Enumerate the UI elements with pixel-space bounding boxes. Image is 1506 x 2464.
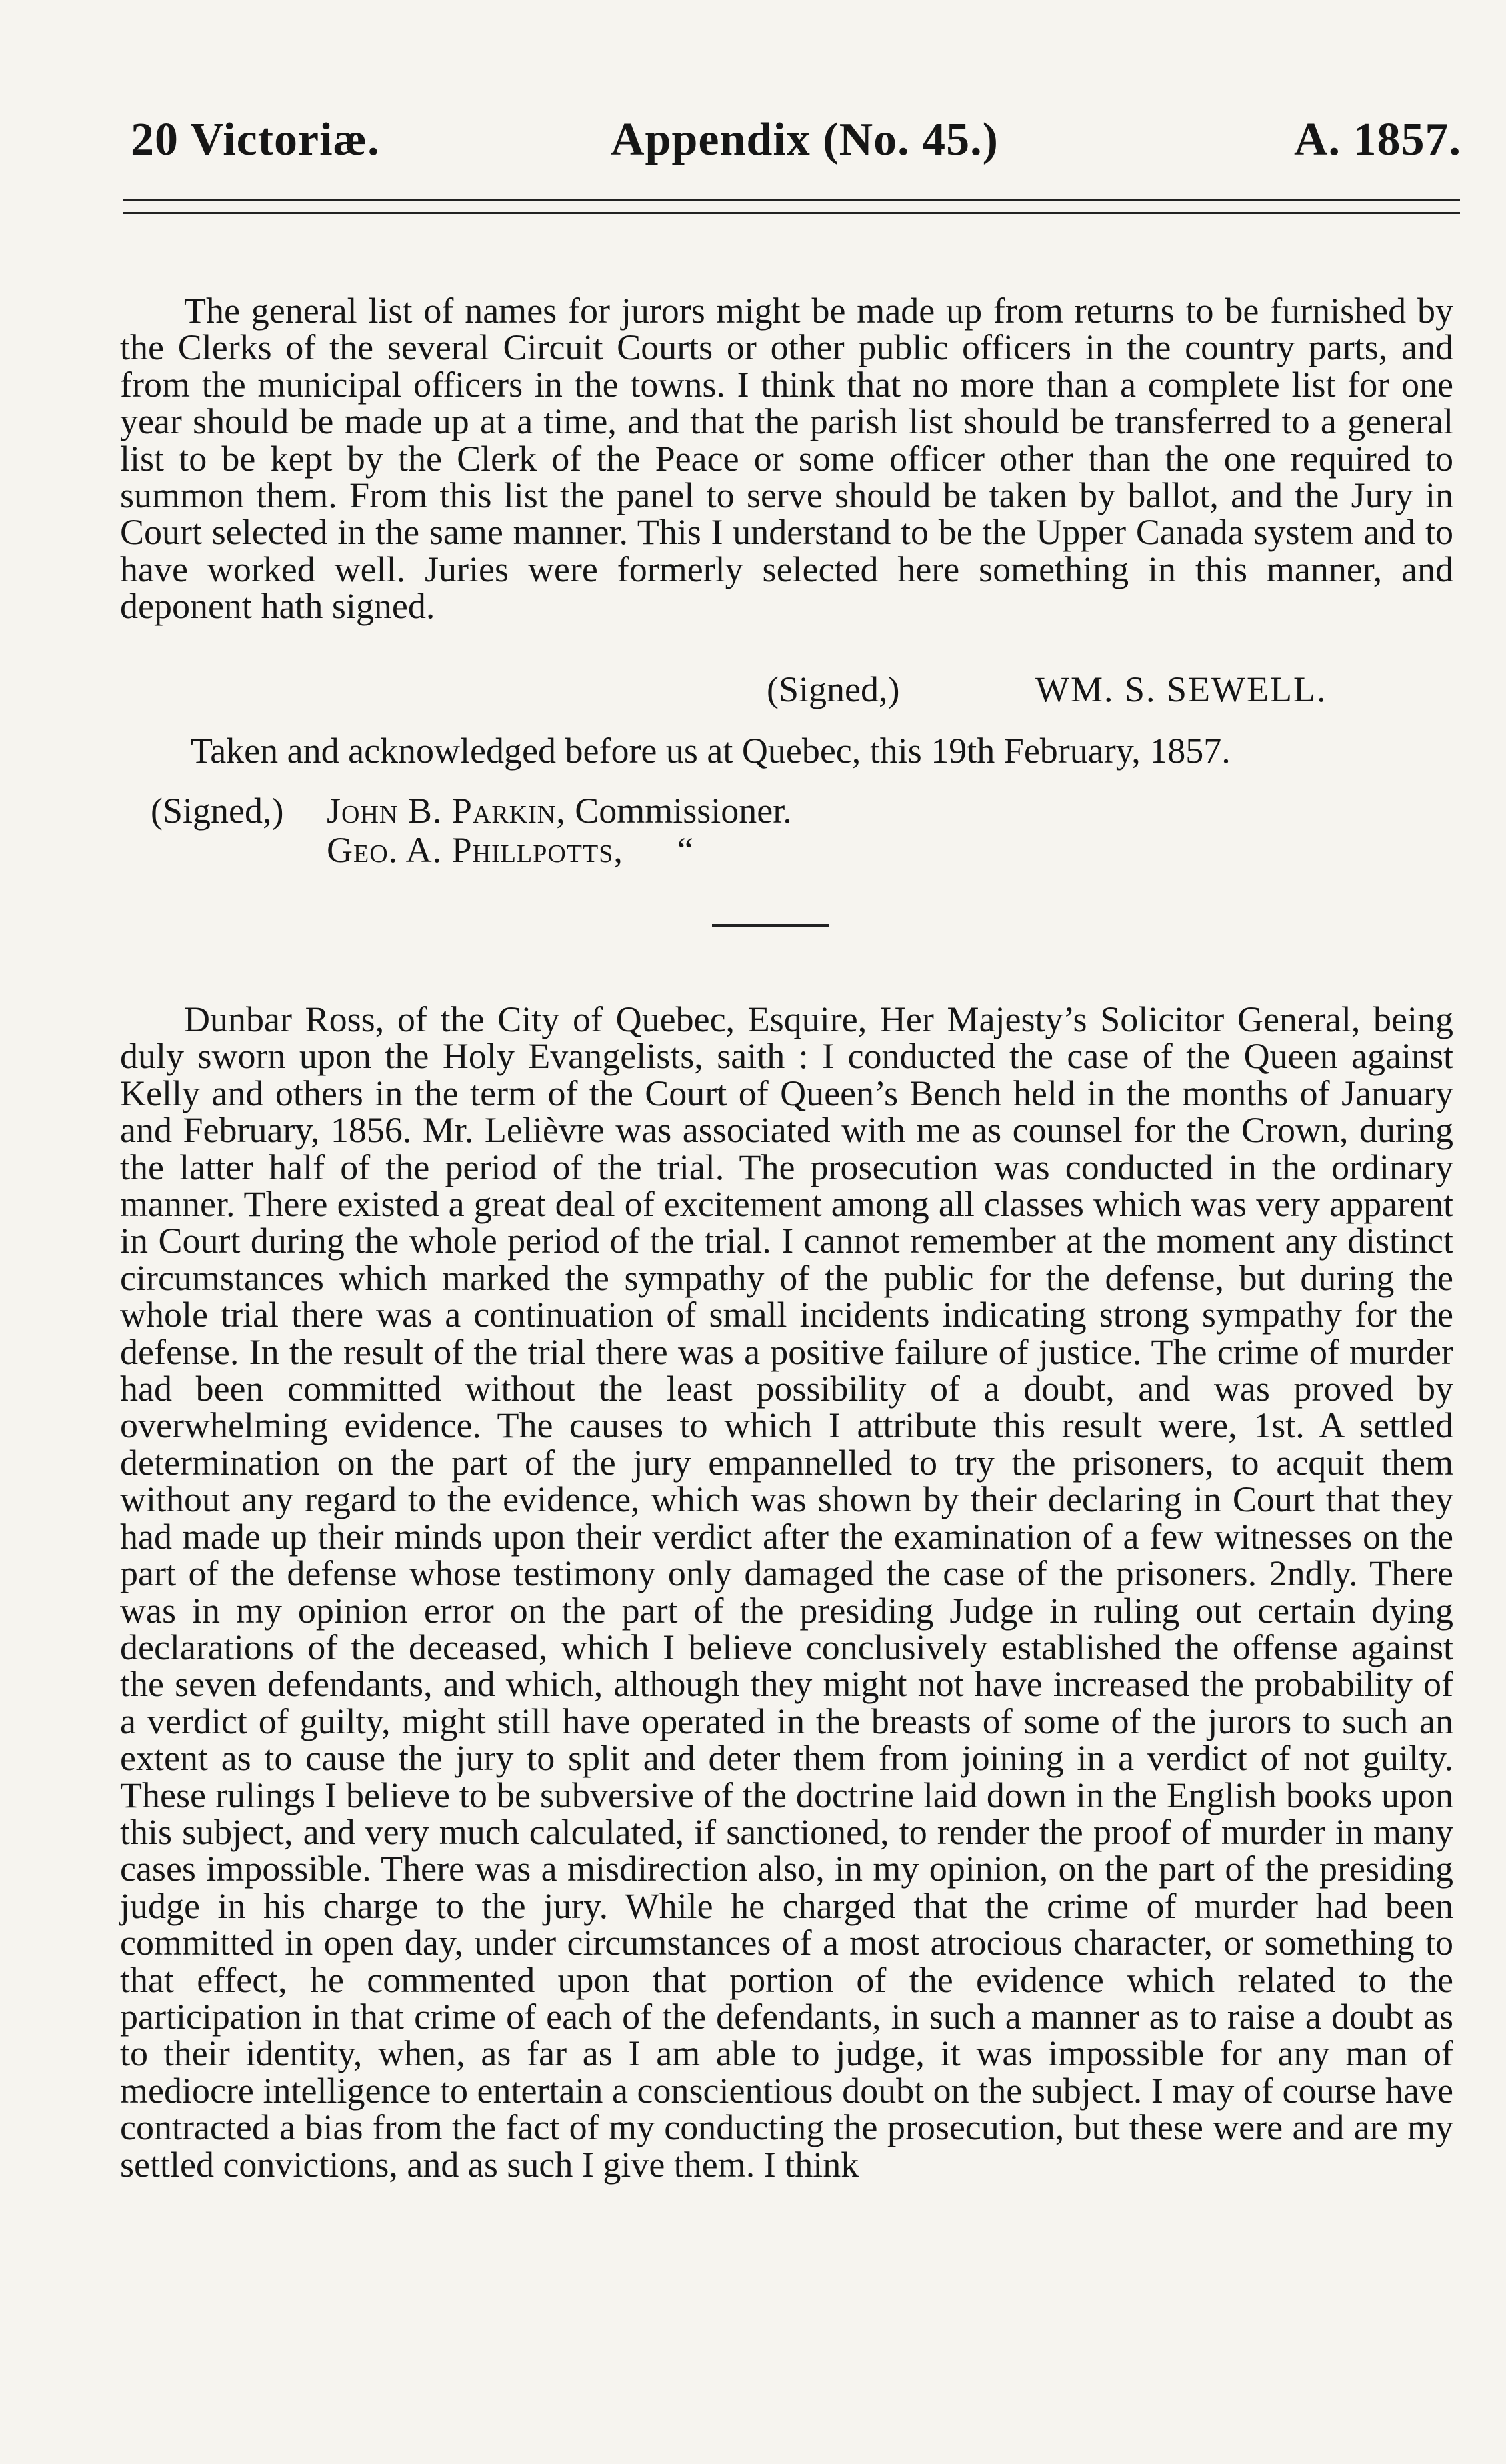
commissioner-name-1: John B. Parkin,: [327, 791, 566, 831]
commissioner-title-2: “: [677, 830, 693, 870]
acknowledgment-line: Taken and acknowledged before us at Quebec, this 19th February, 1857.: [191, 731, 1231, 771]
signed-label: (Signed,): [767, 669, 900, 709]
header-year: A. 1857.: [1293, 114, 1461, 165]
header-rule-thick: [123, 199, 1460, 201]
header-rule-thin: [123, 212, 1460, 214]
commissioner-name-2: Geo. A. Phillpotts,: [327, 830, 623, 870]
header-session: 20 Victoriæ.: [131, 114, 380, 165]
deposition-paragraph-1: The general list of names for jurors might be made up from returns to be furnished by the Clerks of the several Circuit Courts or other public officers in the country parts, and from the municipal officers in the towns. I think that no more than a complete list for one year should be made up at a time, and that the parish list should be transferred to a general list to be kept by the Clerk of the Peace or some officer other than the one required to summon them. From this list the panel to serve should be taken by ballot, and the Jury in Court selected in the same manner. This I understand to be the Upper Canada system and to have worked well. Juries were formerly selected here something in this manner, and deponent hath signed.: [120, 291, 1453, 627]
signer-name: WM. S. SEWELL.: [1035, 669, 1327, 709]
commissioners-signed-label: (Signed,): [151, 791, 284, 831]
section-divider: [712, 924, 829, 927]
deponent-signature: [767, 669, 1327, 710]
page-header: [131, 113, 1461, 187]
commissioner-title-1: Commissioner.: [575, 791, 792, 831]
commissioner-row-1: [151, 790, 792, 831]
deposition-paragraph-2: Dunbar Ross, of the City of Quebec, Esquire, Her Majesty’s Solicitor General, being duly sworn upon the Holy Evangelists, saith : I conducted the case of the Queen against Kelly and others in the term of the Court of Queen’s Bench held in the months of January and February, 1856. Mr. Lelièvre was associated with me as counsel for the Crown, during the latter half of the period of the trial. The prosecution was conducted in the ordinary manner. There existed a great deal of excitement among all classes which was very apparent in Court during the whole period of the trial. I cannot remember at the moment any distinct circumstances which marked the sympathy of the public for the defense, but during the whole trial there was a continuation of small incidents indicating strong sympathy for the defense. In the result of the trial there was a positive failure of justice. The crime of murder had been committed without the least possibility of a doubt, and was proved by overwhelming evidence. The causes to which I attribute this result were, 1st. A settled determination on the part of the jury empannelled to try the prisoners, to acquit them without any regard to the evidence, which was shown by their declaring in Court that they had made up their minds upon their verdict after the examination of a few witnesses on the part of the defense whose testimony only damaged the case of the prisoners. 2ndly. There was in my opinion error on the part of the presiding Judge in ruling out certain dying declarations of the deceased, which I believe conclusively established the offense against the seven defendants, and which, although they might not have increased the probability of a verdict of guilty, might still have operated in the breasts of some of the jurors to such an extent as to cause the jury to split and deter them from joining in a verdict of not guilty. These rulings I believe to be subversive of the doctrine laid down in the English books upon this subject, and very much calculated, if sanctioned, to render the proof of murder in many cases impossible. There was a misdirection also, in my opinion, on the part of the presiding judge in his charge to the jury. While he charged that the crime of murder had been committed in open day, under circumstances of a most atrocious character, or something to that effect, he commented upon that portion of the evidence which related to the participation in that crime of each of the defendants, in such a manner as to raise a doubt as to their identity, when, as far as I am able to judge, it was impossible for any man of mediocre intelligence to entertain a conscientious doubt on the subject. I may of course have contracted a bias from the fact of my conducting the prosecution, but these were and are my settled convictions, and as such I give them. I think: [120, 999, 1453, 2185]
header-appendix: Appendix (No. 45.): [611, 114, 999, 165]
commissioner-row-2: [327, 829, 693, 871]
